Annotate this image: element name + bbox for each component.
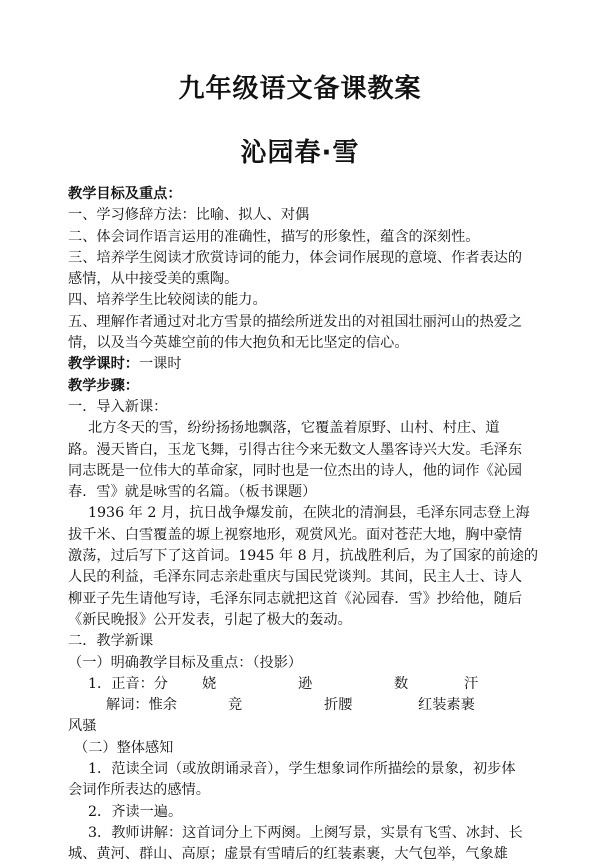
document-body [68,184,538,866]
period-value: 一课时 [138,356,182,373]
document-title: 九年级语文备课教案 [178,74,422,104]
vocabulary-word: 红装素裹 [418,697,475,714]
intro-paragraph-line: 路。漫天皆白，玉龙飞舞，引得古往今来无数文人墨客诗兴大发。毛泽东 [68,441,523,458]
pronunciation-char: 逊 [298,675,313,692]
objective-line: 二、体会词作语言运用的准确性，描写的形象性，蕴含的深刻性。 [68,228,480,245]
objective-line: 五、理解作者通过对北方雪景的描绘所迸发出的对祖国壮丽河山的热爱之 [68,313,523,330]
history-paragraph-line: 拔千米、白雪覆盖的塬上视察地形，观赏风光。面对苍茫大地，胸中豪情 [68,526,523,543]
pronunciation-char: 汗 [464,675,479,692]
objective-line: 感情，从中接受美的熏陶。 [68,271,239,288]
reading-step-line: 2．齐读一遍。 [88,803,183,820]
subsection-one-heading: （一）明确教学目标及重点：（投影） [68,654,303,671]
pronunciation-char: 娆 [202,675,217,692]
pronunciation-label: 1．正音：分 [88,675,168,692]
vocabulary-tail: 风骚 [68,718,97,735]
intro-heading: 一．导入新课： [68,398,168,415]
objective-line: 一、学习修辞方法：比喻、拟人、对偶 [68,207,310,224]
history-paragraph-line: 人民的利益，毛泽东同志亲赴重庆与国民党谈判。其间，民主人士、诗人 [68,569,523,586]
steps-heading: 教学步骤： [68,377,139,394]
period-label: 教学课时： [68,356,139,373]
reading-step-line: 城、黄河、群山、高原；虚景有雪晴后的红装素裹，大气包举，气象雄 [68,846,508,863]
objective-line: 三、培养学生阅读才欣赏诗词的能力，体会词作展现的意境、作者表达的 [68,249,523,266]
history-paragraph-line: 1936 年 2 月，抗日战争爆发前，在陕北的清涧县，毛泽东同志登上海 [88,505,530,522]
subsection-two-heading: （二）整体感知 [74,739,174,756]
objective-line: 四、培养学生比较阅读的能力。 [68,292,267,309]
intro-paragraph-line: 同志既是一位伟大的革命家，同时也是一位杰出的诗人，他的词作《沁园 [68,462,523,479]
reading-step-line: 会词作所表达的感情。 [68,782,210,799]
intro-paragraph-line: 春．雪》就是咏雪的名篇。（板书课题） [68,484,317,501]
history-paragraph-line: 柳亚子先生请他写诗，毛泽东同志就把这首《沁园春．雪》抄给他，随后 [68,590,523,607]
vocabulary-row [68,695,538,716]
reading-step-line: 3．教师讲解：这首词分上下两阕。上阕写景，实景有飞雪、冰封、长 [88,824,523,841]
section-two-heading: 二．教学新课 [68,633,154,650]
teaching-period [68,354,538,375]
history-paragraph-line: 《新民晚报》公开发表，引起了极大的轰动。 [68,611,352,628]
pronunciation-row [68,674,538,695]
objective-line: 情，以及当今英雄空前的伟大抱负和无比坚定的信心。 [68,335,409,352]
reading-step-line: 1．范读全词（或放朗诵录音），学生想象词作所描绘的景象，初步体 [88,761,516,778]
vocabulary-word: 竞 [228,697,243,714]
poem-title: 沁园春·雪 [240,138,360,168]
objectives-heading: 教学目标及重点： [68,186,182,202]
history-paragraph-line: 激荡，过后写下了这首词。1945 年 8 月，抗战胜利后，为了国家的前途的 [68,548,538,565]
pronunciation-char: 数 [394,675,409,692]
vocabulary-word: 折腰 [324,697,353,714]
intro-paragraph-line: 北方冬天的雪，纷纷扬扬地飘落，它覆盖着原野、山村、村庄、道 [88,420,500,437]
vocabulary-label: 解词：惟余 [106,697,177,714]
